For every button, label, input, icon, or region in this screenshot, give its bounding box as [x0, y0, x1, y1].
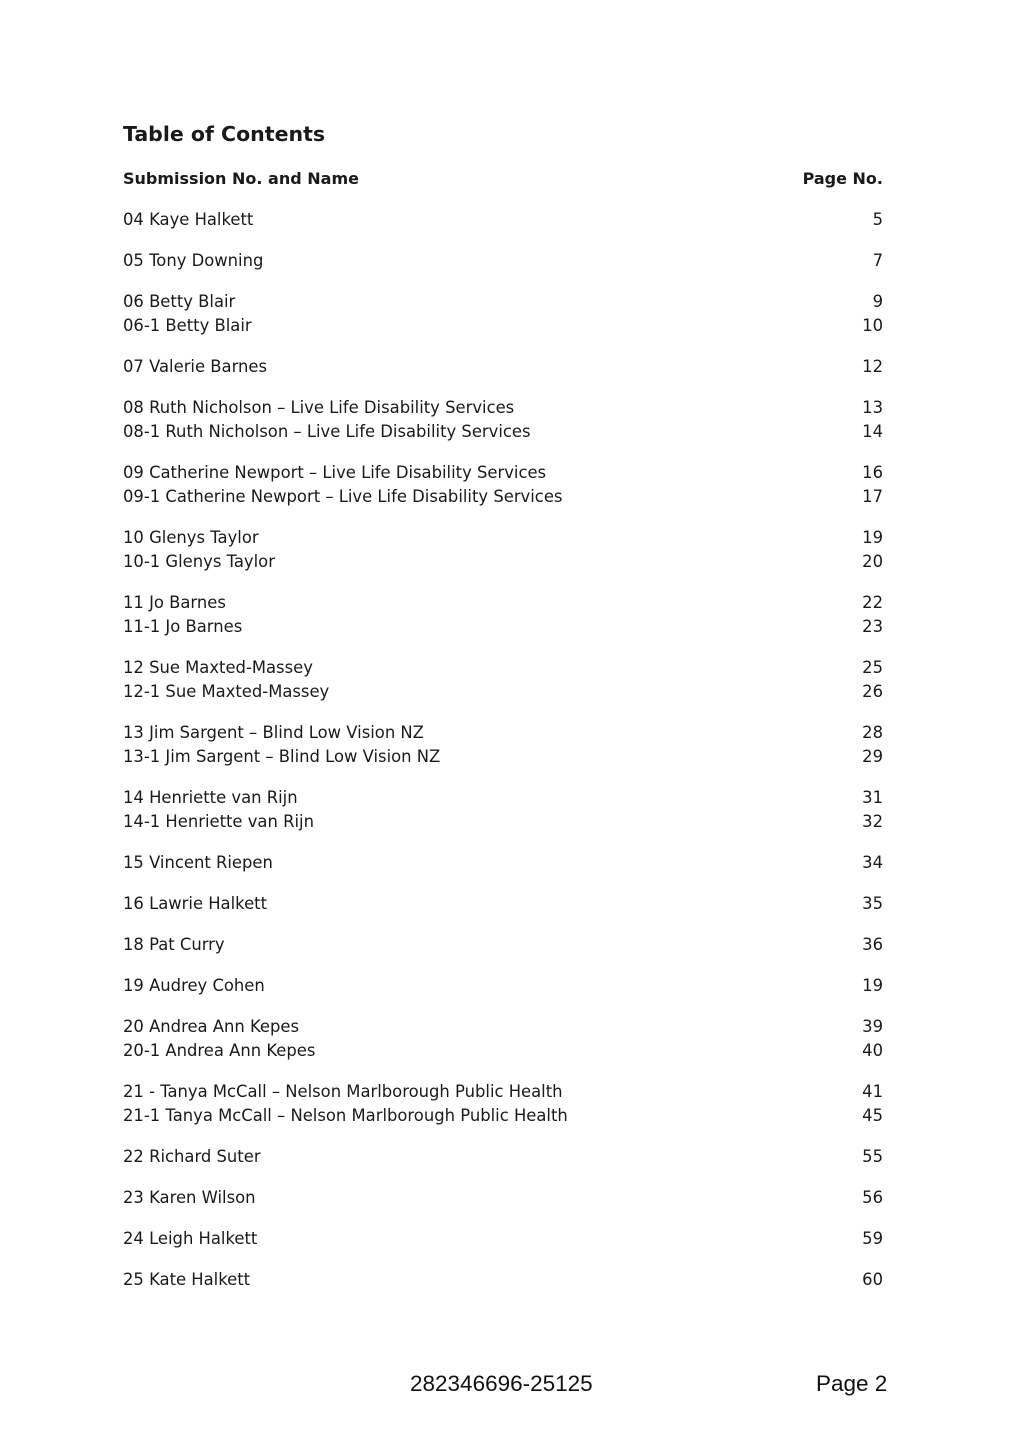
toc-entry: [123, 1016, 883, 1040]
toc-group: [123, 1016, 883, 1064]
toc-entry: [123, 746, 883, 770]
toc-entry-name: 21 - Tanya McCall – Nelson Marlborough Public Health: [123, 1082, 563, 1101]
toc-entry-name: 09-1 Catherine Newport – Live Life Disability Services: [123, 487, 563, 506]
toc-group: [123, 462, 883, 510]
footer-page-number: Page 2: [816, 1371, 888, 1396]
toc-entry: [123, 1040, 883, 1064]
toc-group: [123, 250, 883, 274]
toc-entry-name: 20 Andrea Ann Kepes: [123, 1017, 300, 1036]
footer-document-id: 282346696-25125: [410, 1371, 593, 1396]
toc-entry-name: 04 Kaye Halkett: [123, 210, 254, 229]
toc-entry-name: 06-1 Betty Blair: [123, 316, 252, 335]
toc-entry-page-number: 55: [862, 1147, 883, 1166]
toc-entry: [123, 486, 883, 510]
toc-entry-page-number: 10: [862, 316, 883, 335]
toc-header-row: [123, 169, 883, 191]
toc-entry: [123, 975, 883, 999]
toc-list: [123, 209, 883, 1310]
toc-entry: [123, 397, 883, 421]
toc-entry-page-number: 16: [862, 463, 883, 482]
toc-entry-page-number: 40: [862, 1041, 883, 1060]
toc-entry-page-number: 29: [862, 747, 883, 766]
toc-entry-name: 20-1 Andrea Ann Kepes: [123, 1041, 316, 1060]
toc-entry: [123, 592, 883, 616]
toc-entry: [123, 421, 883, 445]
toc-entry-name: 24 Leigh Halkett: [123, 1229, 258, 1248]
toc-entry-page-number: 34: [862, 853, 883, 872]
toc-entry: [123, 527, 883, 551]
toc-entry-page-number: 41: [862, 1082, 883, 1101]
toc-group: [123, 1187, 883, 1211]
toc-entry: [123, 250, 883, 274]
toc-entry-page-number: 26: [862, 682, 883, 701]
toc-entry: [123, 1269, 883, 1293]
toc-entry-page-number: 19: [862, 528, 883, 547]
toc-entry-page-number: 36: [862, 935, 883, 954]
toc-group: [123, 1146, 883, 1170]
toc-entry-page-number: 9: [872, 292, 883, 311]
toc-entry: [123, 893, 883, 917]
toc-entry-name: 18 Pat Curry: [123, 935, 225, 954]
toc-entry: [123, 1187, 883, 1211]
toc-entry-page-number: 22: [862, 593, 883, 612]
toc-group: [123, 397, 883, 445]
toc-entry: [123, 356, 883, 380]
toc-entry-name: 08 Ruth Nicholson – Live Life Disability Services: [123, 398, 515, 417]
toc-entry-name: 06 Betty Blair: [123, 292, 236, 311]
toc-entry-name: 23 Karen Wilson: [123, 1188, 256, 1207]
toc-entry-page-number: 13: [862, 398, 883, 417]
toc-entry: [123, 1146, 883, 1170]
toc-entry: [123, 722, 883, 746]
toc-entry: [123, 1105, 883, 1129]
toc-entry-name: 14 Henriette van Rijn: [123, 788, 298, 807]
toc-entry-name: 21-1 Tanya McCall – Nelson Marlborough Public Health: [123, 1106, 568, 1125]
toc-entry-page-number: 5: [872, 210, 883, 229]
toc-entry-page-number: 14: [862, 422, 883, 441]
toc-entry-name: 07 Valerie Barnes: [123, 357, 268, 376]
toc-entry: [123, 551, 883, 575]
toc-group: [123, 852, 883, 876]
toc-entry-page-number: 20: [862, 552, 883, 571]
toc-group: [123, 1081, 883, 1129]
toc-entry: [123, 934, 883, 958]
toc-entry-name: 13 Jim Sargent – Blind Low Vision NZ: [123, 723, 424, 742]
toc-group: [123, 356, 883, 380]
toc-entry: [123, 315, 883, 339]
toc-group: [123, 209, 883, 233]
toc-entry: [123, 462, 883, 486]
toc-entry-page-number: 12: [862, 357, 883, 376]
toc-group: [123, 291, 883, 339]
toc-group: [123, 592, 883, 640]
toc-entry-page-number: 23: [862, 617, 883, 636]
toc-entry-page-number: 56: [862, 1188, 883, 1207]
toc-entry-name: 16 Lawrie Halkett: [123, 894, 268, 913]
toc-entry-name: 13-1 Jim Sargent – Blind Low Vision NZ: [123, 747, 441, 766]
toc-entry: [123, 291, 883, 315]
toc-entry-page-number: 32: [862, 812, 883, 831]
toc-entry-name: 11-1 Jo Barnes: [123, 617, 243, 636]
toc-entry-name: 11 Jo Barnes: [123, 593, 226, 612]
column-header-name: Submission No. and Name: [123, 169, 359, 188]
toc-entry-page-number: 60: [862, 1270, 883, 1289]
toc-group: [123, 527, 883, 575]
toc-entry-name: 10 Glenys Taylor: [123, 528, 259, 547]
toc-entry: [123, 209, 883, 233]
toc-entry-page-number: 28: [862, 723, 883, 742]
toc-entry-name: 08-1 Ruth Nicholson – Live Life Disability Services: [123, 422, 531, 441]
toc-entry-page-number: 19: [862, 976, 883, 995]
toc-entry-page-number: 35: [862, 894, 883, 913]
toc-entry-name: 19 Audrey Cohen: [123, 976, 265, 995]
column-header-page: Page No.: [802, 169, 883, 188]
page-title: Table of Contents: [123, 122, 326, 146]
toc-entry: [123, 852, 883, 876]
toc-entry-name: 05 Tony Downing: [123, 251, 264, 270]
toc-group: [123, 1228, 883, 1252]
toc-entry-page-number: 25: [862, 658, 883, 677]
toc-group: [123, 657, 883, 705]
toc-entry: [123, 681, 883, 705]
toc-entry-name: 25 Kate Halkett: [123, 1270, 251, 1289]
toc-entry-name: 12 Sue Maxted-Massey: [123, 658, 313, 677]
toc-entry: [123, 1081, 883, 1105]
toc-group: [123, 893, 883, 917]
toc-entry: [123, 1228, 883, 1252]
toc-entry-name: 22 Richard Suter: [123, 1147, 261, 1166]
toc-group: [123, 722, 883, 770]
toc-entry-page-number: 45: [862, 1106, 883, 1125]
toc-entry: [123, 787, 883, 811]
toc-entry: [123, 811, 883, 835]
toc-entry-page-number: 17: [862, 487, 883, 506]
toc-entry: [123, 616, 883, 640]
toc-entry-page-number: 59: [862, 1229, 883, 1248]
toc-group: [123, 787, 883, 835]
toc-entry-name: 14-1 Henriette van Rijn: [123, 812, 314, 831]
toc-entry-page-number: 7: [872, 251, 883, 270]
toc-entry-name: 10-1 Glenys Taylor: [123, 552, 275, 571]
toc-entry-name: 12-1 Sue Maxted-Massey: [123, 682, 330, 701]
toc-entry: [123, 657, 883, 681]
toc-entry-name: 09 Catherine Newport – Live Life Disability Services: [123, 463, 547, 482]
toc-entry-page-number: 39: [862, 1017, 883, 1036]
toc-entry-name: 15 Vincent Riepen: [123, 853, 273, 872]
toc-entry-page-number: 31: [862, 788, 883, 807]
toc-group: [123, 975, 883, 999]
toc-group: [123, 1269, 883, 1293]
toc-group: [123, 934, 883, 958]
